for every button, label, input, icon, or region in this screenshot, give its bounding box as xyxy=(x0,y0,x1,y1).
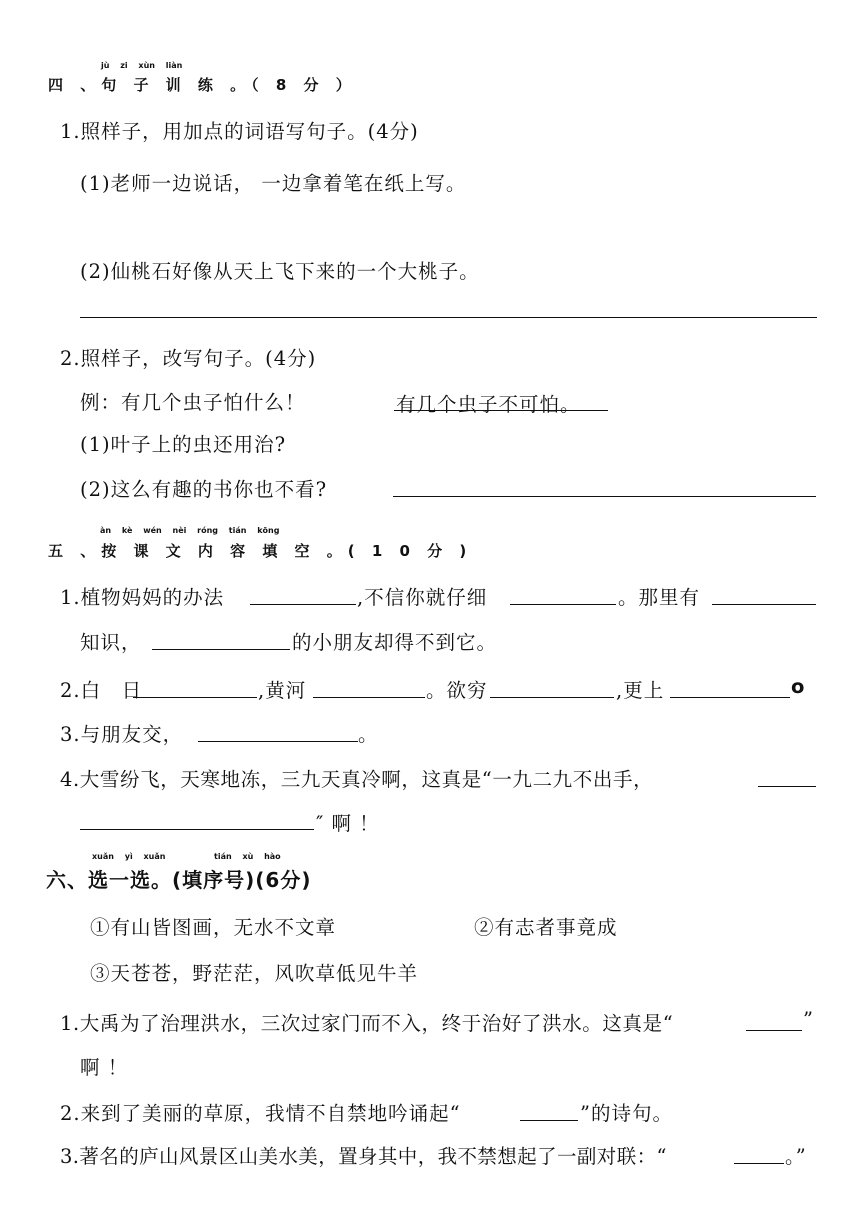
s4-q1-title: 1.照样子，用加点的词语写句子。(4分) xyxy=(60,120,419,143)
s4-q2-example-answer: 有几个虫子不可怕。 xyxy=(396,393,581,416)
s6-q3-blank[interactable] xyxy=(734,1163,784,1164)
s5-q3-part2: 。 xyxy=(358,723,379,746)
s5-q1-part3: 。那里有 xyxy=(618,586,701,609)
s5-q2-part2: ,黄河 xyxy=(258,679,307,702)
s4-q2-example-underline xyxy=(394,410,608,411)
s6-option3: ③天苍苍，野茫茫，风吹草低见牛羊 xyxy=(90,962,419,985)
section6-pinyin-2: tián xù hào xyxy=(214,852,281,861)
s4-q2-item2: (2)这么有趣的书你也不看? xyxy=(80,478,328,501)
s4-q2-example: 例：有几个虫子怕什么！ xyxy=(80,391,306,414)
s5-q4-blank1[interactable] xyxy=(758,786,816,787)
s6-option2: ②有志者事竟成 xyxy=(474,916,618,939)
s6-q1-part1: 1.大禹为了治理洪水，三次过家门而不入，终于治好了洪水。这真是“ xyxy=(60,1012,674,1035)
s5-q1-part4: 知识， xyxy=(80,631,142,654)
s5-q2-part3: 。欲穷 xyxy=(426,679,488,702)
s5-q1-blank4[interactable] xyxy=(152,649,290,650)
section6-heading: 六、选一选。(填序号)(6分) xyxy=(46,868,312,892)
s5-q3-blank[interactable] xyxy=(198,741,358,742)
s4-q1-item1: (1)老师一边说话， 一边拿着笔在纸上写。 xyxy=(80,172,467,195)
section6-pinyin-1: xuǎn yì xuǎn xyxy=(92,852,166,861)
s6-q2-part2: ”的诗句。 xyxy=(580,1102,673,1125)
s4-q2-title: 2.照样子，改写句子。(4分) xyxy=(60,347,317,370)
s5-q1-blank2[interactable] xyxy=(510,604,616,605)
s5-q1-part2: ,不信你就仔细 xyxy=(357,586,488,609)
s6-q2-blank[interactable] xyxy=(520,1120,578,1121)
s6-option1: ①有山皆图画，无水不文章 xyxy=(90,916,337,939)
s6-q1-part2: ” xyxy=(803,1008,814,1031)
s5-q4-blank2[interactable] xyxy=(80,829,314,830)
section4-heading: 四 、句 子 训 练 。（ 8 分 ） xyxy=(48,76,357,94)
s5-q1-part5: 的小朋友却得不到它。 xyxy=(292,631,498,654)
s4-q1-item2: (2)仙桃石好像从天上飞下来的一个大桃子。 xyxy=(80,260,480,283)
s4-q2-item2-line[interactable] xyxy=(393,496,816,497)
section5-heading: 五 、按 课 文 内 容 填 空 。( 1 0 分 ) xyxy=(48,542,473,560)
s5-q1-part1: 1.植物妈妈的办法 xyxy=(60,586,225,609)
s6-q1-blank[interactable] xyxy=(746,1030,802,1031)
s5-q1-blank1[interactable] xyxy=(250,604,356,605)
s5-q2-blank3[interactable] xyxy=(490,697,614,698)
s5-q2-part1: 2.白 日 xyxy=(60,679,143,702)
s5-q2-part4: ,更上 xyxy=(616,679,665,702)
s5-q4-part1: 4.大雪纷飞，天寒地冻，三九天真冷啊，这真是“一九二九不出手， xyxy=(60,768,654,791)
section5-pinyin: àn kè wén nèi róng tián kōng xyxy=(100,526,280,535)
s5-q2-part5: o xyxy=(791,675,806,698)
s5-q2-blank4[interactable] xyxy=(670,697,790,698)
s4-q2-item1: (1)叶子上的虫还用治? xyxy=(80,433,287,456)
s5-q2-blank2[interactable] xyxy=(313,697,425,698)
s5-q3-part1: 3.与朋友交， xyxy=(60,723,184,746)
s4-q1-answer-line[interactable] xyxy=(80,317,817,318)
s6-q3-part1: 3.著名的庐山风景区山美水美，置身其中，我不禁想起了一副对联：“ xyxy=(60,1145,667,1168)
s6-q2-part1: 2.来到了美丽的草原，我情不自禁地吟诵起“ xyxy=(60,1102,461,1125)
s5-q1-blank3[interactable] xyxy=(712,604,816,605)
s5-q2-blank1[interactable] xyxy=(133,697,257,698)
section4-pinyin: jù zi xùn liàn xyxy=(101,61,183,70)
s6-q3-part2: 。” xyxy=(785,1145,807,1168)
s5-q4-part2: ″ 啊 ！ xyxy=(316,812,380,835)
s6-q1-part3: 啊 ！ xyxy=(80,1056,129,1079)
